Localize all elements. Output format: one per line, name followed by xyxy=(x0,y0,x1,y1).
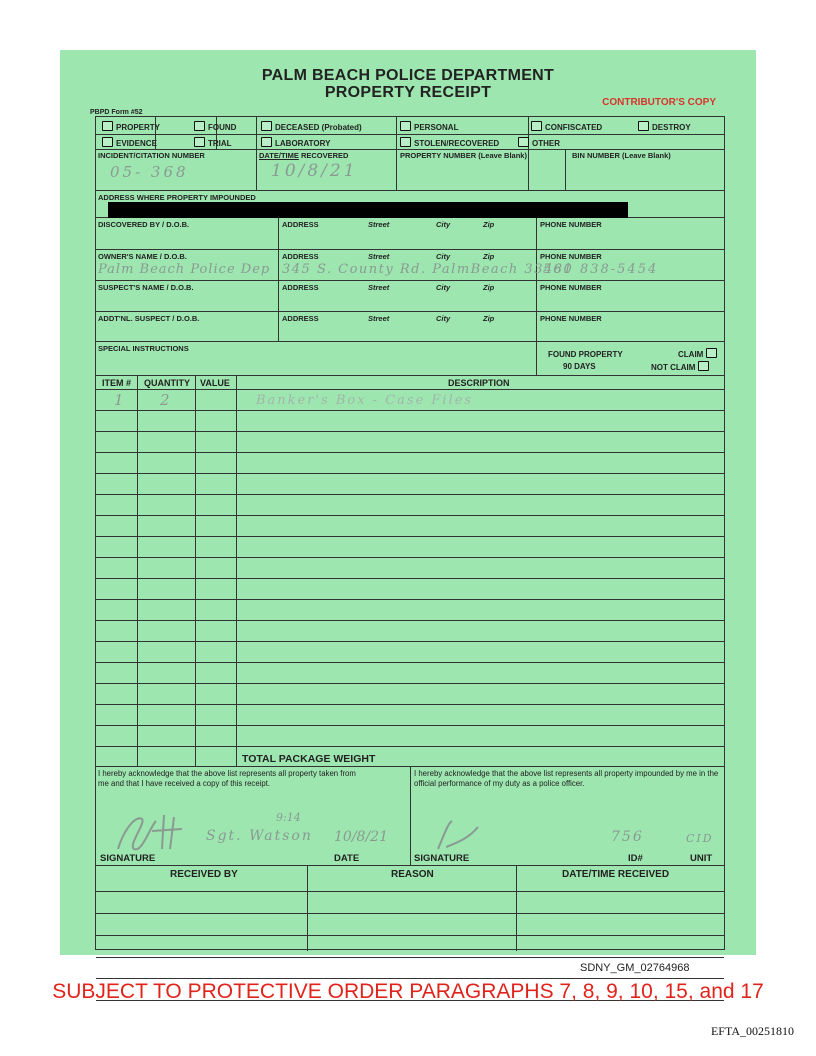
property-number-label: PROPERTY NUMBER (Leave Blank) xyxy=(400,151,527,160)
reason-header: REASON xyxy=(391,869,434,880)
checkbox-deceased[interactable]: DECEASED (Probated) xyxy=(261,121,362,132)
unit-label: UNIT xyxy=(690,853,713,864)
property-receipt-form xyxy=(60,50,756,955)
signature-scribble-left xyxy=(112,809,184,855)
quantity-header: QUANTITY xyxy=(144,378,190,388)
signature-label-right: SIGNATURE xyxy=(414,853,470,864)
incident-number-value[interactable]: 05- 368 xyxy=(110,163,189,181)
ninety-days-label: 90 DAYS xyxy=(563,362,596,371)
checkbox-property[interactable]: PROPERTY xyxy=(102,121,160,132)
officer-id-value[interactable]: 756 xyxy=(611,829,644,845)
discovered-zip-label: Zip xyxy=(483,220,495,229)
item-number-header: ITEM # xyxy=(102,378,132,388)
item-1-description[interactable]: Banker's Box - Case Files xyxy=(256,393,474,408)
owner-phone-value[interactable]: 561 838-5454 xyxy=(543,262,659,277)
checkbox-square-icon xyxy=(518,137,529,147)
checkbox-square-icon xyxy=(698,361,709,371)
checkbox-trial[interactable]: TRIAL xyxy=(194,137,232,148)
checkbox-found[interactable]: FOUND xyxy=(194,121,236,132)
protective-order-notice: SUBJECT TO PROTECTIVE ORDER PARAGRAPHS 7, 8, 9, 10, 15, and 17 xyxy=(52,980,764,1003)
checkbox-square-icon xyxy=(261,121,272,131)
efta-number: EFTA_00251810 xyxy=(710,1024,794,1038)
incident-number-label: INCIDENT/CITATION NUMBER xyxy=(98,151,205,160)
address-impounded-label: ADDRESS WHERE PROPERTY IMPOUNDED xyxy=(98,193,256,202)
signature-time-left[interactable]: 9:14 xyxy=(276,811,301,824)
discovered-street-label: Street xyxy=(368,220,390,229)
signature-date-left[interactable]: 10/8/21 xyxy=(334,829,388,845)
checkbox-square-icon xyxy=(638,121,649,131)
form-title: PROPERTY RECEIPT xyxy=(324,84,492,101)
item-1-number[interactable]: 1 xyxy=(114,391,124,409)
addl-suspect-zip-label: Zip xyxy=(483,314,495,323)
owner-street-label: Street xyxy=(368,252,390,261)
discovered-address-label: ADDRESS xyxy=(282,220,319,229)
suspect-city-label: City xyxy=(436,283,451,292)
date-label-left: DATE xyxy=(334,853,360,864)
date-recovered-label: DATE/TIME RECOVERED xyxy=(259,151,349,160)
addl-suspect-street-label: Street xyxy=(368,314,390,323)
addl-suspect-address-label: ADDRESS xyxy=(282,314,319,323)
received-by-header: RECEIVED BY xyxy=(170,869,238,880)
discovered-by-label: DISCOVERED BY / D.O.B. xyxy=(98,220,190,229)
department-title: PALM BEACH POLICE DEPARTMENT xyxy=(261,67,555,84)
redaction-bar xyxy=(108,202,628,218)
ack-left-text: I hereby acknowledge that the above list represents all property taken from me and that I have received a copy of this receipt. xyxy=(98,769,356,788)
owner-name-value[interactable]: Palm Beach Police Dep xyxy=(98,262,271,277)
suspect-address-label: ADDRESS xyxy=(282,283,319,292)
owner-zip-label: Zip xyxy=(483,252,495,261)
copy-label: CONTRIBUTOR'S COPY xyxy=(602,97,716,108)
found-property-label: FOUND PROPERTY xyxy=(548,350,623,359)
checkbox-laboratory[interactable]: LABORATORY xyxy=(261,137,330,148)
checkbox-confiscated[interactable]: CONFISCATED xyxy=(531,121,602,132)
suspect-street-label: Street xyxy=(368,283,390,292)
discovered-city-label: City xyxy=(436,220,451,229)
checkbox-square-icon xyxy=(531,121,542,131)
officer-unit-value[interactable]: CID xyxy=(686,832,714,845)
item-1-quantity[interactable]: 2 xyxy=(160,391,170,409)
claim-checkbox[interactable]: CLAIM xyxy=(678,348,720,359)
suspect-name-label: SUSPECT'S NAME / D.O.B. xyxy=(98,283,194,292)
form-grid xyxy=(95,116,725,950)
signature-label-left: SIGNATURE xyxy=(100,853,156,864)
checkbox-destroy[interactable]: DESTROY xyxy=(638,121,691,132)
owner-phone-label: PHONE NUMBER xyxy=(540,252,602,261)
checkbox-square-icon xyxy=(102,137,113,147)
ack-right-text: I hereby acknowledge that the above list represents all property impounded by me in the official performance of my duty as a police officer. xyxy=(414,769,719,788)
not-claim-checkbox[interactable]: NOT CLAIM xyxy=(651,361,712,372)
checkbox-square-icon xyxy=(261,137,272,147)
addl-suspect-city-label: City xyxy=(436,314,451,323)
checkbox-square-icon xyxy=(194,121,205,131)
checkbox-personal[interactable]: PERSONAL xyxy=(400,121,458,132)
checkbox-square-icon xyxy=(400,121,411,131)
owner-city-label: City xyxy=(436,252,451,261)
addl-suspect-phone-label: PHONE NUMBER xyxy=(540,314,602,323)
special-instructions-label: SPECIAL INSTRUCTIONS xyxy=(98,344,189,353)
bin-number-label: BIN NUMBER (Leave Blank) xyxy=(572,151,671,160)
description-header: DESCRIPTION xyxy=(448,378,510,388)
checkbox-square-icon xyxy=(400,137,411,147)
checkbox-square-icon xyxy=(102,121,113,131)
suspect-zip-label: Zip xyxy=(483,283,495,292)
discovered-phone-label: PHONE NUMBER xyxy=(540,220,602,229)
bates-number: SDNY_GM_02764968 xyxy=(580,962,690,974)
datetime-received-header: DATE/TIME RECEIVED xyxy=(562,869,670,880)
signature-scribble-right xyxy=(434,817,484,853)
checkbox-stolen-recovered[interactable]: STOLEN/RECOVERED xyxy=(400,137,499,148)
value-header: VALUE xyxy=(200,378,230,388)
date-recovered-value[interactable]: 10/8/21 xyxy=(271,161,358,181)
checkbox-evidence[interactable]: EVIDENCE xyxy=(102,137,157,148)
checkbox-square-icon xyxy=(706,348,717,358)
owner-address-value[interactable]: 345 S. County Rd. PalmBeach 33480 xyxy=(282,262,574,277)
owner-address-label: ADDRESS xyxy=(282,252,319,261)
total-weight-label: TOTAL PACKAGE WEIGHT xyxy=(242,753,376,765)
owner-name-label: OWNER'S NAME / D.O.B. xyxy=(98,252,187,261)
addl-suspect-label: ADDT'NL. SUSPECT / D.O.B. xyxy=(98,314,200,323)
checkbox-other[interactable]: OTHER xyxy=(518,137,560,148)
checkbox-square-icon xyxy=(194,137,205,147)
signature-name-left[interactable]: Sgt. Watson xyxy=(206,828,313,844)
suspect-phone-label: PHONE NUMBER xyxy=(540,283,602,292)
form-number: PBPD Form #52 xyxy=(90,109,143,116)
id-label: ID# xyxy=(628,853,643,864)
